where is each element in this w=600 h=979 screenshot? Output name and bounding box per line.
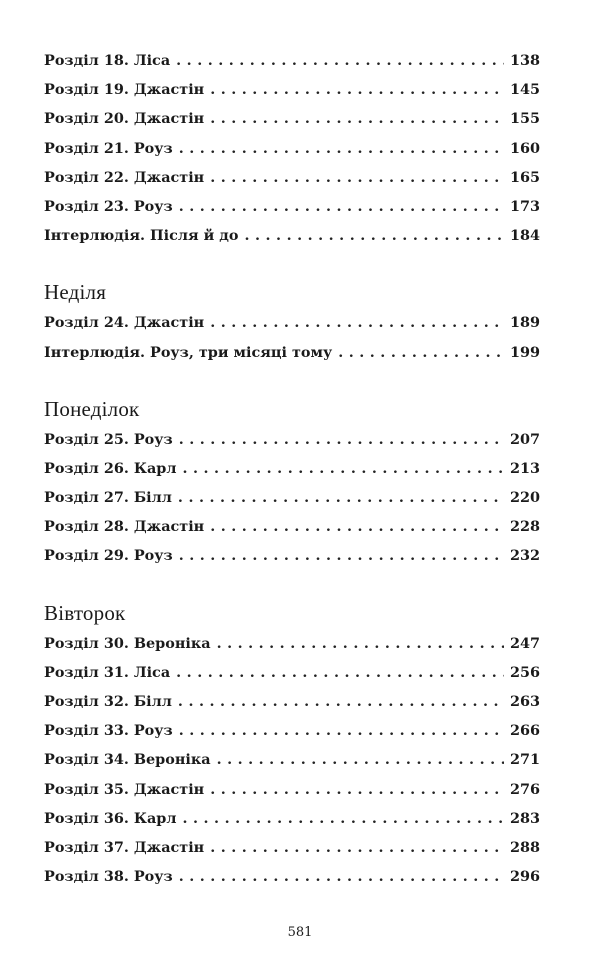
toc-entry-page: 138 <box>509 52 540 69</box>
toc-entry-page: 232 <box>509 547 540 565</box>
dot-leader <box>179 425 504 454</box>
toc-entry <box>44 687 540 716</box>
table-of-contents <box>44 46 540 891</box>
dot-leader <box>217 745 504 774</box>
toc-entry-page: 199 <box>509 343 540 361</box>
toc-entry-title: Розділ 18. Ліса <box>44 52 171 69</box>
toc-entry-page: 288 <box>509 838 540 856</box>
toc-entry-title: Розділ 25. Роуз <box>44 430 173 448</box>
toc-entry <box>44 192 540 221</box>
dot-leader <box>210 512 504 541</box>
toc-entry-title: Розділ 22. Джастін <box>44 168 205 186</box>
toc-entry <box>44 425 540 454</box>
toc-entry-page: 256 <box>509 663 540 681</box>
dot-leader <box>176 46 504 75</box>
toc-entry <box>44 483 540 512</box>
toc-entry <box>44 745 540 774</box>
toc-entry-title: Розділ 19. Джастін <box>44 81 205 99</box>
toc-entry <box>44 75 540 104</box>
dot-leader <box>178 687 504 716</box>
section-heading: Вівторок <box>44 600 126 625</box>
dot-leader <box>179 541 504 570</box>
toc-entry-page: 155 <box>509 110 540 128</box>
toc-entry-page: 247 <box>509 634 540 652</box>
dot-leader <box>210 833 504 862</box>
toc-entry-title: Розділ 30. Вероніка <box>44 634 211 652</box>
dot-leader <box>179 862 504 891</box>
toc-entry <box>44 833 540 862</box>
dot-leader <box>210 163 504 192</box>
toc-entry-title: Розділ 21. Роуз <box>44 139 173 157</box>
toc-entry-page: 266 <box>509 722 540 740</box>
dot-leader <box>210 75 504 104</box>
toc-entry-page: 189 <box>509 314 540 332</box>
dot-leader <box>183 454 504 483</box>
toc-entry-page: 165 <box>509 168 540 186</box>
toc-entry <box>44 716 540 745</box>
toc-entry-page: 220 <box>509 489 540 507</box>
dot-leader <box>179 192 504 221</box>
toc-entry-title: Розділ 37. Джастін <box>44 838 205 856</box>
toc-entry-title: Розділ 34. Вероніка <box>44 751 211 769</box>
toc-entry-page: 263 <box>509 693 540 710</box>
toc-entry-title: Розділ 31. Ліса <box>44 663 171 681</box>
toc-entry <box>44 629 540 658</box>
page-number: 581 <box>287 925 313 940</box>
toc-entry-title: Інтерлюдія. Роуз, три місяці тому <box>44 343 333 361</box>
toc-entry-title: Розділ 32. Білл <box>44 693 172 710</box>
toc-entry-page: 276 <box>509 780 540 798</box>
section-heading: Неділя <box>44 280 107 305</box>
dot-leader <box>338 338 504 367</box>
toc-entry-page: 207 <box>509 430 540 448</box>
dot-leader <box>179 134 504 163</box>
toc-entry-title: Розділ 38. Роуз <box>44 868 173 886</box>
section-heading: Понеділок <box>44 396 140 421</box>
toc-entry-title: Розділ 29. Роуз <box>44 547 173 565</box>
toc-entry-page: 228 <box>509 518 540 536</box>
toc-entry <box>44 338 540 367</box>
dot-leader <box>178 483 504 512</box>
toc-entry-page: 271 <box>509 751 540 769</box>
dot-leader <box>210 308 504 337</box>
toc-entry-title: Розділ 24. Джастін <box>44 314 205 332</box>
toc-entry-title: Розділ 20. Джастін <box>44 110 205 128</box>
toc-entry-title: Інтерлюдія. Після й до <box>44 227 239 245</box>
toc-entry <box>44 163 540 192</box>
toc-entry <box>44 454 540 483</box>
toc-entry-page: 160 <box>509 139 540 157</box>
toc-entry <box>44 804 540 833</box>
toc-entry-title: Розділ 27. Білл <box>44 489 172 507</box>
dot-leader <box>179 716 504 745</box>
dot-leader <box>245 221 504 250</box>
toc-entry-page: 213 <box>509 459 540 477</box>
toc-entry <box>44 541 540 570</box>
toc-entry <box>44 104 540 133</box>
toc-entry <box>44 775 540 804</box>
toc-entry-page: 283 <box>509 809 540 827</box>
toc-entry <box>44 658 540 687</box>
toc-entry-title: Розділ 36. Карл <box>44 809 177 827</box>
dot-leader <box>210 104 504 133</box>
toc-entry <box>44 46 540 75</box>
toc-entry-page: 184 <box>509 227 540 245</box>
dot-leader <box>217 629 504 658</box>
toc-entry-title: Розділ 26. Карл <box>44 459 177 477</box>
toc-entry <box>44 221 540 250</box>
dot-leader <box>183 804 504 833</box>
toc-entry-title: Розділ 35. Джастін <box>44 780 205 798</box>
toc-entry-page: 296 <box>509 868 540 886</box>
toc-entry-title: Розділ 28. Джастін <box>44 518 205 536</box>
toc-entry <box>44 862 540 891</box>
dot-leader <box>210 775 504 804</box>
dot-leader <box>176 658 504 687</box>
toc-entry-page: 145 <box>509 81 540 99</box>
toc-entry <box>44 512 540 541</box>
toc-entry-page: 173 <box>509 197 540 215</box>
toc-entry <box>44 308 540 337</box>
toc-entry-title: Розділ 33. Роуз <box>44 722 173 740</box>
toc-entry <box>44 134 540 163</box>
toc-entry-title: Розділ 23. Роуз <box>44 197 173 215</box>
